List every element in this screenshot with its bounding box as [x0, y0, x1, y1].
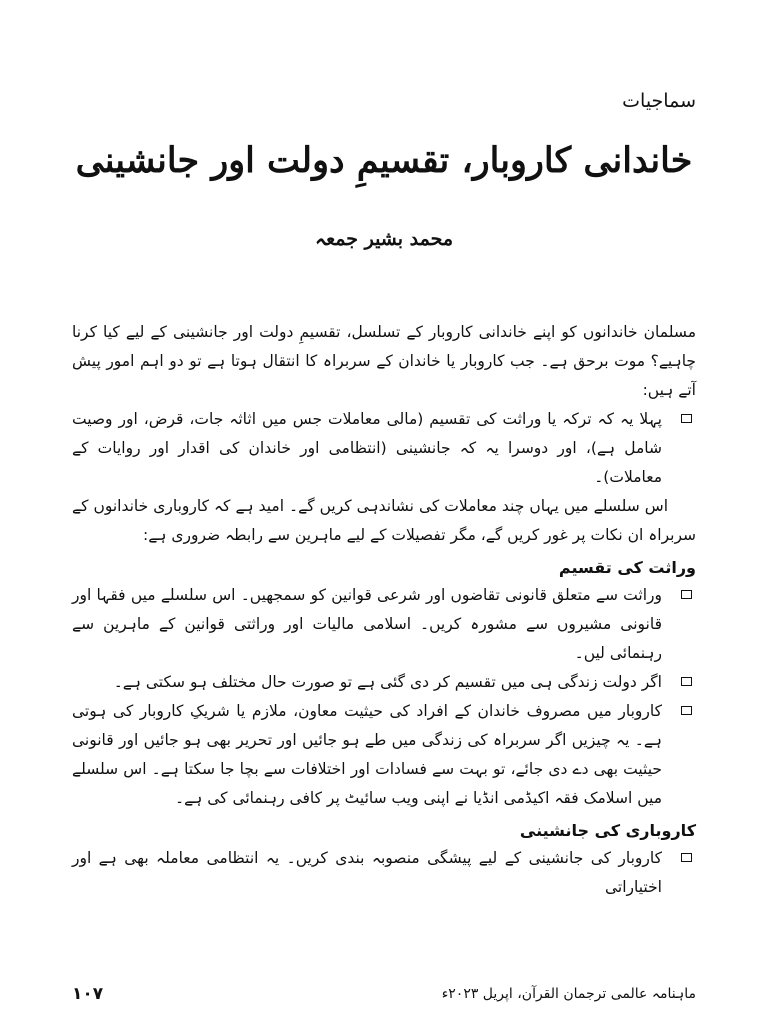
list-item-text: اگر دولت زندگی ہی میں تقسیم کر دی گئی ہے تو صورت حال مختلف ہو سکتی ہے۔: [113, 673, 662, 691]
square-bullet-icon: [681, 677, 692, 686]
square-bullet-icon: [681, 853, 692, 862]
list-item: [72, 581, 696, 668]
page-number: ۱۰۷: [72, 984, 104, 1004]
list-item: [72, 844, 696, 902]
list-item: [72, 697, 696, 813]
square-bullet-icon: [681, 414, 692, 423]
list-item-text: کاروبار میں مصروف خاندان کے افراد کی حیثیت معاون، ملازم یا شریکِ کاروبار کی ہوتی ہے۔ یہ چیزیں اگر سربراہ کی زندگی میں طے ہو جائیں اور تحریر بھی ہو جائیں اور قانونی حیثیت بھی دے دی جائے، تو بہت سے فسادات اور اختلافات سے بچا جا سکتا ہے۔ اس سلسلے میں اسلامک فقہ اکیڈمی انڈیا نے اپنی ویب سائیٹ پر کافی رہنمائی کی ہے۔: [72, 702, 662, 807]
article-body: [72, 318, 696, 902]
section-heading-inheritance: وراثت کی تقسیم: [558, 558, 696, 577]
page-footer: [72, 982, 696, 1006]
author-name: محمد بشیر جمعہ: [314, 228, 454, 250]
intro-paragraph: مسلمان خاندانوں کو اپنے خاندانی کاروبار کے تسلسل، تقسیمِ دولت اور جانشینی کے لیے کیا کرنا چاہیے؟ موت برحق ہے۔ جب کاروبار یا خاندان کے سربراہ کا انتقال ہوتا ہے تو دو اہم امور پیش آتے ہیں:: [72, 323, 696, 399]
list-item-text: کاروبار کی جانشینی کے لیے پیشگی منصوبہ بندی کریں۔ یہ انتظامی معاملہ بھی ہے اور اختیاراتی: [72, 849, 662, 896]
square-bullet-icon: [681, 590, 692, 599]
section-heading-succession: کاروباری کی جانشینی: [519, 821, 696, 840]
section-tag: سماجیات: [622, 90, 696, 112]
list-inheritance: [72, 581, 696, 813]
square-bullet-icon: [681, 706, 692, 715]
list-item: [72, 668, 696, 697]
journal-name: ماہنامہ عالمی ترجمان القرآن، اپریل ۲۰۲۳ء: [441, 986, 696, 1002]
article-title: خاندانی کاروبار، تقسیمِ دولت اور جانشینی: [75, 140, 693, 181]
list-item: [72, 405, 696, 492]
list-item-text: وراثت سے متعلق قانونی تقاضوں اور شرعی قوانین کو سمجھیں۔ اس سلسلے میں فقہا اور قانونی مشیروں سے مشورہ کریں۔ اسلامی مالیات اور وراثتی قوانین کے ماہرین سے رہنمائی لیں۔: [72, 586, 662, 662]
paragraph: اس سلسلے میں یہاں چند معاملات کی نشاندہی کریں گے۔ امید ہے کہ کاروباری خاندانوں کے سربراہ ان نکات پر غور کریں گے، مگر تفصیلات کے لیے ماہرین سے رابطہ ضروری ہے:: [72, 497, 696, 544]
list-succession: [72, 844, 696, 902]
list-issues: [72, 405, 696, 492]
list-item-text: پہلا یہ کہ ترکہ یا وراثت کی تقسیم (مالی معاملات جس میں اثاثہ جات، قرض، اور وصیت شامل ہے)، اور دوسرا یہ کہ جانشینی (انتظامی اور خاندان کی اقدار اور روایات کے معاملات)۔: [72, 410, 662, 486]
